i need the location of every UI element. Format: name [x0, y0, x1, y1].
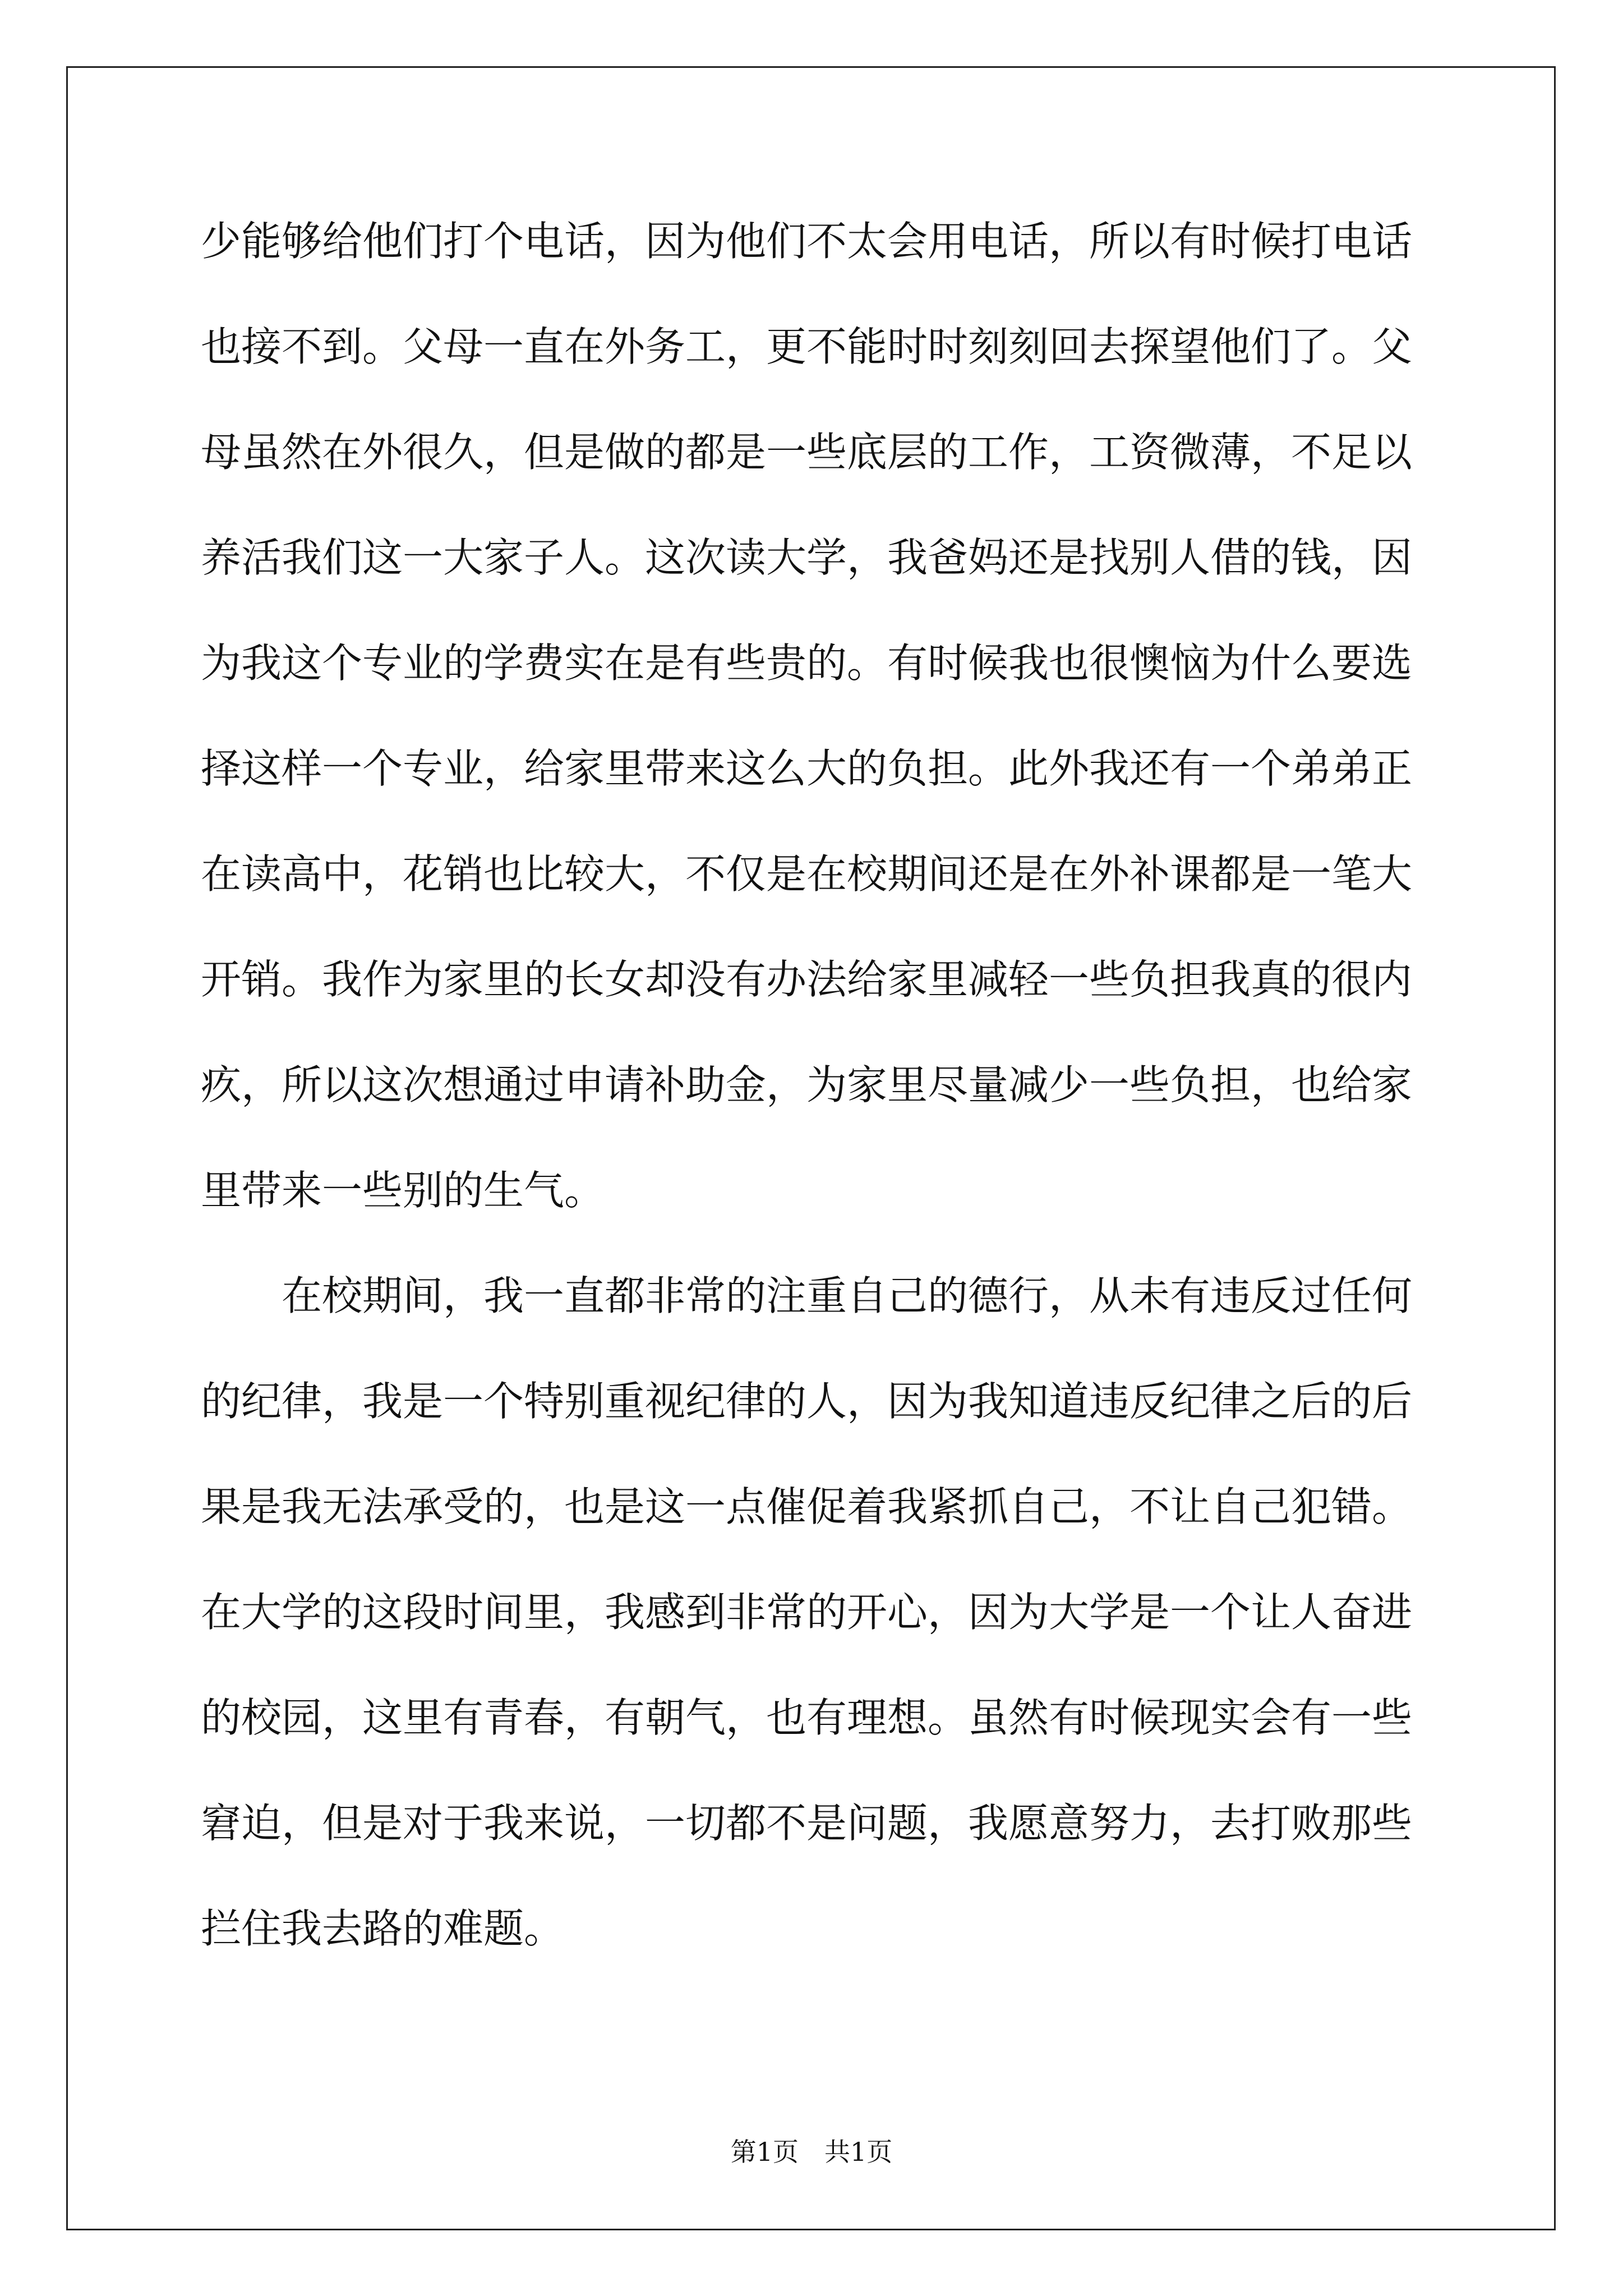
text-line-13: 果是我无法承受的，也是这一点催促着我紧抓自己，不让自己犯错。: [201, 1483, 1413, 1530]
text-line-15: 的校园，这里有青春，有朝气，也有理想。虽然有时候现实会有一些: [201, 1694, 1413, 1741]
text-line-14: 在大学的这段时间里，我感到非常的开心，因为大学是一个让人奋进: [201, 1589, 1413, 1636]
text-line-8: 开销。我作为家里的长女却没有办法给家里减轻一些负担我真的很内: [201, 956, 1413, 1003]
text-line-1: 少能够给他们打个电话，因为他们不太会用电话，所以有时候打电话: [201, 218, 1413, 265]
text-line-11: 在校期间，我一直都非常的注重自己的德行，从未有违反过任何: [201, 1272, 1413, 1319]
text-line-7: 在读高中，花销也比较大，不仅是在校期间还是在外补课都是一笔大: [201, 850, 1413, 898]
text-line-16: 窘迫，但是对于我来说，一切都不是问题，我愿意努力，去打败那些: [201, 1800, 1413, 1847]
text-line-2: 也接不到。父母一直在外务工，更不能时时刻刻回去探望他们了。父: [201, 323, 1413, 370]
text-line-4: 养活我们这一大家子人。这次读大学，我爸妈还是找别人借的钱，因: [201, 534, 1413, 581]
text-line-17: 拦住我去路的难题。: [201, 1905, 565, 1952]
text-line-3: 母虽然在外很久，但是做的都是一些底层的工作，工资微薄，不足以: [201, 429, 1413, 476]
text-line-6: 择这样一个专业，给家里带来这么大的负担。此外我还有一个弟弟正: [201, 745, 1413, 792]
page-footer: 第1页 共1页: [730, 2137, 893, 2167]
text-line-9: 疚，所以这次想通过申请补助金，为家里尽量减少一些负担，也给家: [201, 1061, 1413, 1108]
text-line-5: 为我这个专业的学费实在是有些贵的。有时候我也很懊恼为什么要选: [201, 639, 1413, 687]
text-line-10: 里带来一些别的生气。: [201, 1167, 605, 1214]
text-line-12: 的纪律，我是一个特别重视纪律的人，因为我知道违反纪律之后的后: [201, 1378, 1413, 1425]
